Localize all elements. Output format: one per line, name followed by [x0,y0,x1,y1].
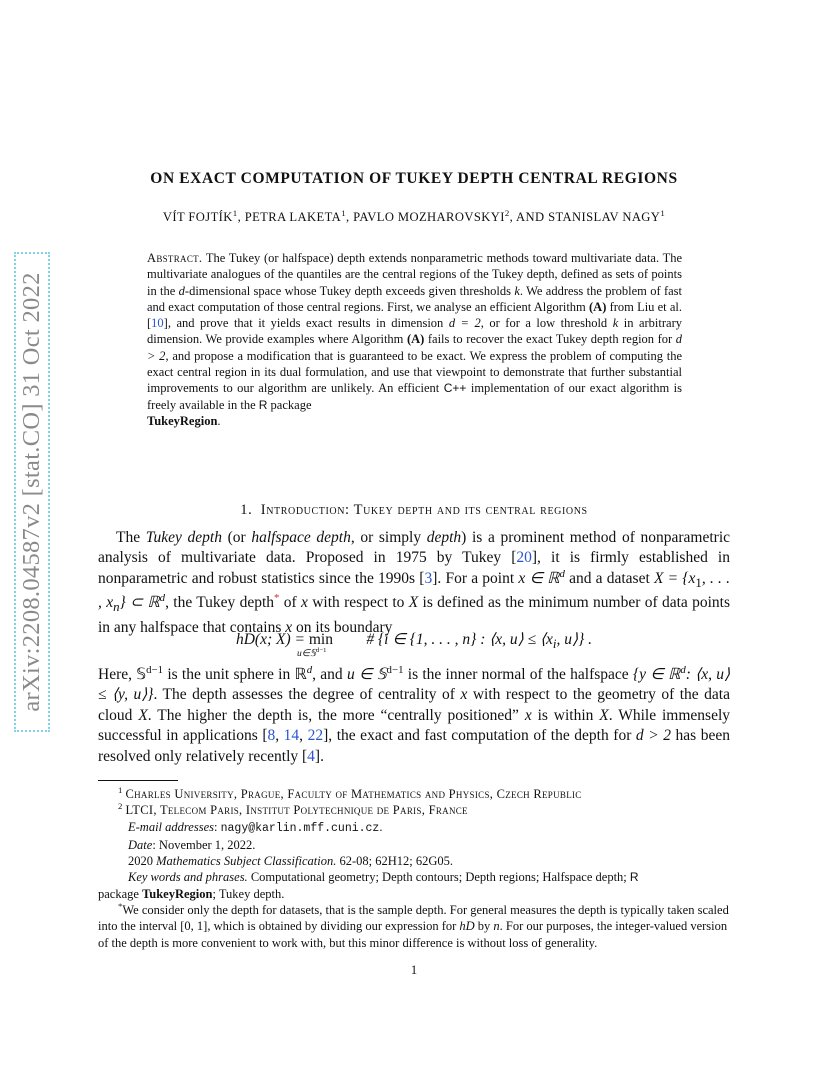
abstract-text: implementation of our exact algorithm is freely available in the [147,381,682,412]
footnote-star [98,902,730,951]
email-address[interactable]: nagy@karlin.mff.cuni.cz [220,821,380,835]
math: d [159,592,166,605]
equation-rhs: i [552,636,557,652]
footnote-text: We consider only the depth for datasets, that is the sample depth. For general measures the depth is typically taken scaled into the interval [0, 1], which is obtained by dividing our expression for [98,903,729,934]
equation-subscript: u∈𝕊 [296,649,317,659]
package-name: TukeyRegion [142,886,213,901]
math: : ⟨x, u⟩ ≤ ⟨y, u⟩} [98,666,730,704]
math: d [306,663,313,676]
keywords-text: Computational geometry; Depth contours; Depth regions; Halfspace depth; [250,870,630,885]
footnotes [98,786,730,951]
abstract-text: fails to recover the exact Tukey depth region for [424,332,676,347]
body-text: (or [221,529,252,546]
math: x [285,618,293,636]
equation-lhs: hD(x; X) = [235,631,305,648]
arxiv-stamp[interactable] [14,252,54,732]
math: 1 [695,574,702,590]
keywords-line [98,869,730,902]
math: n [493,919,500,934]
body-text: with respect to the geometry of the data cloud [98,686,730,724]
body-text: of [279,594,302,612]
body-text: and a dataset [564,569,654,587]
math: hD [459,919,475,934]
abstract [147,250,682,429]
msc-label: Mathematics Subject Classification. [156,854,337,869]
footnote-number: 1 [118,784,123,795]
paper-title: ON EXACT COMPUTATION OF TUKEY DEPTH CENTRAL REGIONS [150,170,678,187]
abstract-text: in arbitrary dimension. We provide examples where Algorithm [147,316,682,347]
emph: depth [426,529,462,546]
algorithm-label: (A) [406,332,425,347]
math: k [612,316,619,331]
date-label: Date [128,837,153,852]
date-line: Date: November 1, 2022. [128,837,256,852]
emph: Tukey depth [145,529,222,546]
body-text: . The higher the depth is, the more “centrally positioned” [147,706,525,724]
affiliation-2 [98,802,730,818]
abstract-text: The Tukey (or halfspace) depth extends nonparametric methods toward multivariate data. The multivariate analogues of the quantiles are the central regions of the Tukey depth, defined as sets of points in the [147,251,682,298]
body-text: . While immensely successful in applications [ [98,706,731,745]
math: d−1 [386,663,404,676]
body-text: ], the exact and fast computation of the depth for [323,727,636,745]
footnote-rule [98,780,178,781]
package-name: TukeyRegion [147,413,218,428]
email-line: E-mail addresses: nagy@karlin.mff.cuni.cz. [128,819,383,835]
math: d−1 [146,663,164,676]
body-text: . The depth assesses the degree of centrality of [153,686,461,704]
cpp-label: C++ [443,381,467,396]
abstract-text: . We address the problem of fast and exact computation of those central regions. First, we analyse an efficient Algorithm [147,283,682,314]
math: u ∈ 𝕊 [346,666,387,683]
emph: halfspace depth [251,529,351,546]
body-text: , the Tukey depth [165,594,275,612]
author-laketa: PETRA LAKETA [244,210,342,224]
math: d = 2 [448,316,481,331]
equation-rhs: , u⟩} . [556,631,593,648]
footnote-text: . For our purposes, the integer-valued version of the depth is more convenient to work with, but this minor difference is without loss of generality. [98,919,728,950]
citation-link[interactable]: 20 [516,549,532,567]
body-text: ], it is firmly established in nonparametric and robust statistics since the 1990s [ [98,549,730,587]
footnote-number: 2 [118,801,123,812]
author-list: VÍT FOJTÍK$^1$, PETRA LAKETA$^1$, PAVLO MOZHAROVSKYI$^2$, AND STANISLAV NAGY$^1$ [162,207,666,224]
equation-min: min [308,631,333,648]
citation-link[interactable]: 14 [283,727,300,745]
page-number: 1 [410,963,418,977]
r-label: R [629,870,639,885]
footnote-link[interactable]: * [274,592,280,605]
math: , . . . , x [98,569,730,612]
abstract-label: Abstract. [147,251,203,265]
math: X = {x [653,569,696,587]
abstract-text: package [267,397,312,412]
body-text: Here, 𝕊 [98,666,147,683]
footnote-number: * [118,900,123,911]
date-value: November 1, 2022. [158,837,256,852]
affiliation-mark: 1 [232,207,238,218]
footnote-text: by [474,919,494,934]
math: d [559,567,565,580]
math: d [680,663,686,676]
body-text: with respect to [307,594,409,612]
math: X [138,706,148,724]
arxiv-stamp-text[interactable]: arXiv:2208.04587v2 [stat.CO] 31 Oct 2022 [18,272,45,712]
math: } ⊂ ℝ [119,594,160,612]
author-nagy: AND STANISLAV NAGY [516,210,661,224]
body-text: on its boundary [292,618,393,636]
affiliation-mark: 1 [341,207,346,218]
body-text: ]. For a point [432,569,519,587]
affiliation-mark: 1 [660,207,666,218]
math: x ∈ ℝ [518,569,560,587]
email-label: E-mail addresses [128,819,214,834]
math: x [301,594,308,612]
affiliation-text: LTCI, Telecom Paris, Institut Polytechnique de Paris, France [125,803,468,818]
body-text: is the inner normal of the halfspace [403,666,633,683]
body-text: ) is a prominent method of nonparametric analysis of multivariate data. Proposed in 1975 by Tukey [ [98,529,731,567]
body-text: The [116,529,146,546]
citation-link[interactable]: 22 [307,727,324,745]
math: x [524,706,532,724]
section-number: 1. [240,502,253,518]
abstract-text: . [217,413,221,428]
intro-paragraph-2: Here, 𝕊$^{d-1}$ is the unit sphere in ℝ$^d$, and u ∈ 𝕊$^{d-1}$ is the inner normal of the halfspace {y ∈ ℝ$^d$: ⟨x, u⟩ ≤ ⟨y, u⟩}. The depth assesses the degree of centrality of x with respect to the geometry of the data cloud X. The higher the depth is, the more “centrally positioned” x is within X. While immensely successful in applications [8, 14, 22], the exact and fast computation of the depth for d > 2 has been resolved only relatively recently [4]. [98,663,731,765]
affiliation-mark: 2 [504,207,510,218]
math: d > 2 [635,727,671,745]
body-text: ]. [314,747,324,765]
keywords-text: ; Tukey depth. [212,886,285,901]
equation-rhs: # {i ∈ {1, . . . , n} : ⟨x, u⟩ ≤ ⟨x [366,631,553,648]
r-label: R [258,397,268,412]
msc-line: 2020 Mathematics Subject Classification. 62-08; 62H12; 62G05. [128,854,453,869]
body-text: is within [531,706,600,724]
citation-link[interactable]: 3 [424,569,433,587]
author-mozharovskyi: PAVLO MOZHAROVSKYI [353,210,505,224]
body-text: has been resolved only relatively recently [ [98,727,731,765]
body-text: , or simply [350,529,427,546]
section-heading [100,502,728,519]
intro-paragraph-1 [98,528,730,638]
algorithm-label: (A) [589,299,607,314]
body-text: is the unit sphere in ℝ [163,666,307,683]
abstract-text: from Liu et al. [ [147,299,682,331]
keywords-label: Key words and phrases. [128,870,248,885]
abstract-text: , and propose a modification that is guaranteed to be exact. We express the problem of computing the exact central region in its dual formulation, and use that viewpoint to demonstrate that further substantial improvements to our algorithm are unlikely. An efficient [147,348,682,396]
section-title: Introduction: Tukey depth and its central regions [260,502,588,518]
citation-link[interactable]: 8 [267,727,276,745]
math: d > 2 [147,332,682,363]
affiliation-text: Charles University, Prague, Faculty of Mathematics and Physics, Czech Republic [125,787,582,801]
affiliation-1 [98,786,730,802]
math: n [113,599,120,615]
body-text: is defined as the minimum number of data points in any halfspace that contains [98,594,730,636]
math: {y ∈ ℝ [632,666,681,683]
math: X [599,706,609,724]
math: d [178,283,185,298]
abstract-text: ], and prove that it yields exact results in dimension [163,316,449,331]
citation-link[interactable]: 4 [307,747,315,765]
citation-link[interactable]: 10 [151,316,164,331]
math: x [460,686,468,704]
abstract-text: -dimensional space whose Tukey depth exceeds given thresholds [184,283,515,298]
body-text: , and [312,666,347,683]
msc-value: 62-08; 62H12; 62G05. [339,854,453,869]
math: X [408,594,419,612]
author-fojtik: VÍT FOJTÍK [162,210,233,224]
keywords-text: package [98,886,143,901]
abstract-text: , or for a low threshold [480,316,613,331]
math: k [514,283,520,298]
equation-subscript: d−1 [316,646,327,654]
